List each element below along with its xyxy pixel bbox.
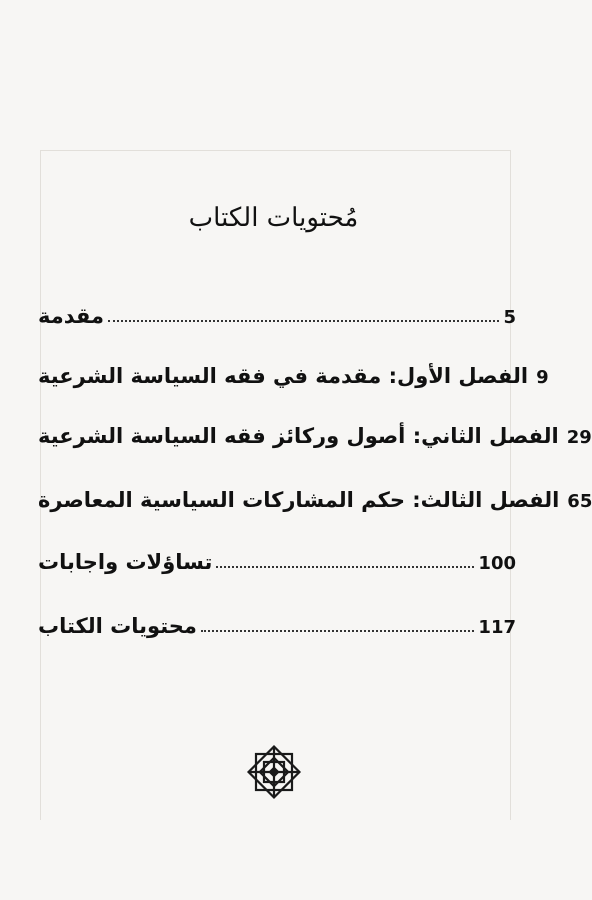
toc-heading: مُحتويات الكتاب <box>188 203 359 233</box>
toc-entry-page: 117 <box>478 617 516 638</box>
toc-entry-title: الفصل الأول: مقدمة في فقه السياسة الشرعية <box>38 364 529 388</box>
dot-leader <box>108 320 499 322</box>
toc-entry[interactable] <box>38 488 592 512</box>
toc-entry[interactable] <box>38 550 516 574</box>
dot-leader <box>216 566 474 568</box>
toc-entry-title: الفصل الثاني: أصول وركائز فقه السياسة الشرعية <box>38 424 559 448</box>
star-ornament-icon <box>245 743 303 801</box>
toc-entry-page: 65 <box>567 491 592 512</box>
toc-entry-page: 5 <box>503 307 516 328</box>
toc-entry-page: 9 <box>536 367 549 388</box>
toc-entry-page: 100 <box>478 553 516 574</box>
dot-leader <box>201 630 475 632</box>
toc-entry-title: تساؤلات واجابات <box>38 550 213 574</box>
toc-entry-title: الفصل الثالث: حكم المشاركات السياسية المعاصرة <box>38 488 560 512</box>
toc-entry[interactable] <box>38 364 549 388</box>
toc-entry-title: محتويات الكتاب <box>38 614 197 638</box>
toc-entry-title: مقدمة <box>38 304 104 328</box>
toc-entry-page: 29 <box>566 427 592 448</box>
toc-entry[interactable] <box>38 614 516 638</box>
toc-entry[interactable] <box>38 424 592 448</box>
toc-entry[interactable] <box>38 304 516 328</box>
